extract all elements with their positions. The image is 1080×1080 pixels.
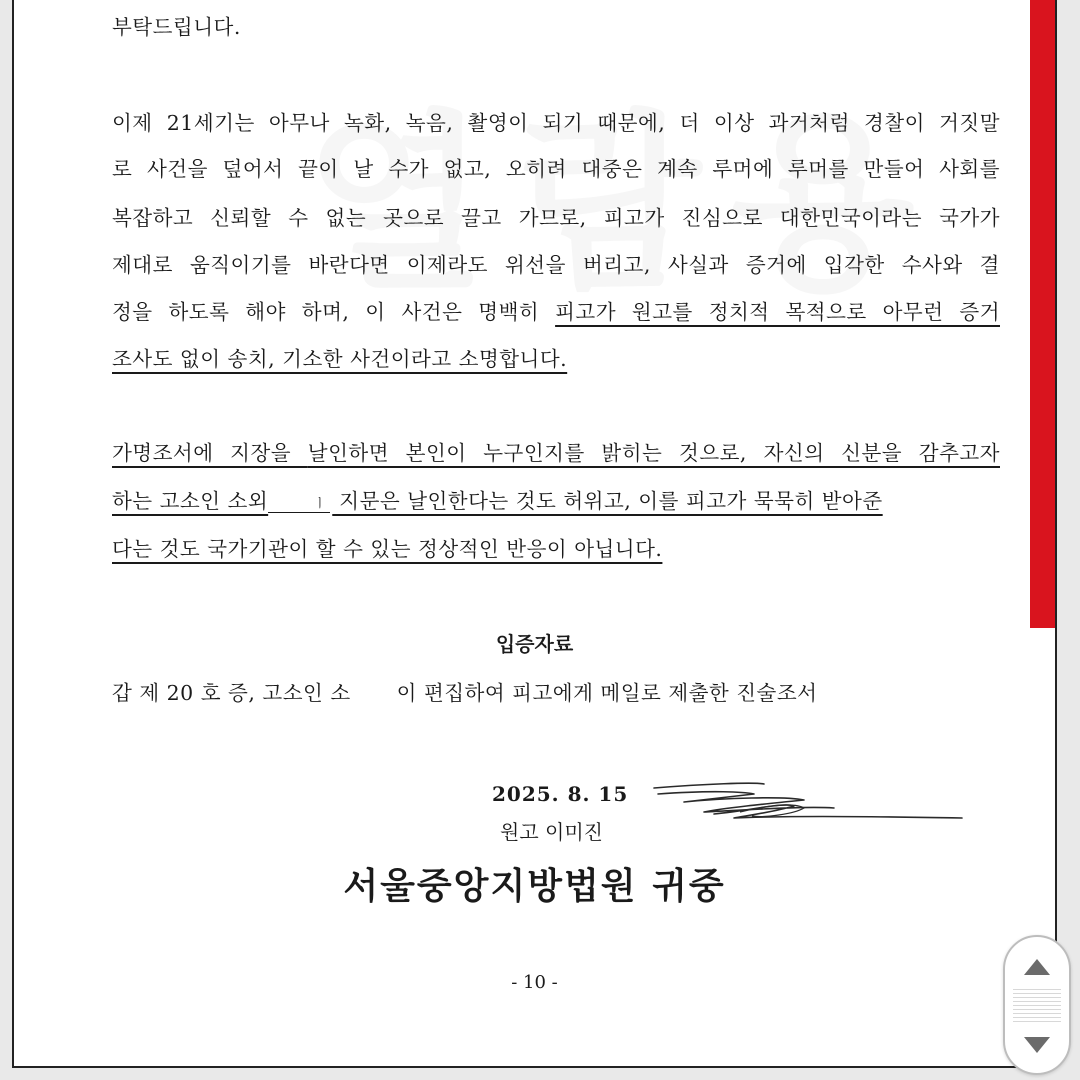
text-line (112, 106, 1000, 136)
underlined-text: 날인하면 본인이 누구인지를 밝히는 것으로, 자신의 신분을 감추고자 (307, 441, 1000, 465)
underlined-text: 지문은 날인한다는 것도 허위고, 이를 피고가 묵묵히 받아준 (332, 489, 883, 513)
handwritten-signature (644, 772, 974, 832)
watermark (304, 52, 945, 325)
underlined-text: 가명조서에 지장을 (112, 441, 308, 465)
document-date: 2025. 8. 15 (492, 782, 629, 806)
document-page (12, 0, 1057, 1068)
underlined-text: 조사도 없이 송치, 기소한 사건이라고 소명합니다. (112, 347, 568, 371)
text-line (112, 201, 1000, 231)
text-line (112, 436, 1000, 466)
text-span: 부탁드립니다. (112, 15, 241, 39)
text-span: 이제 21세기는 아무나 녹화, 녹음, 촬영이 되기 때문에, 더 이상 과거처럼 경찰이 거짓말 (112, 111, 1000, 135)
text-fragment: ㅣ (314, 496, 327, 510)
underlined-text: 하는 고소인 소외 (112, 489, 269, 513)
text-line (112, 152, 1000, 182)
court-name: 서울중앙지방법원 귀중 (343, 866, 726, 907)
scroll-grip[interactable] (1013, 989, 1061, 1023)
triangle-up-icon[interactable] (1024, 959, 1050, 975)
red-accent-bar (1030, 0, 1055, 628)
text-line (112, 342, 1000, 372)
text-line (112, 248, 1000, 278)
text-line (112, 10, 1000, 40)
text-span: 로 사건을 덮어서 끝이 날 수가 없고, 오히려 대중은 계속 루머에 루머를 만들어 사회를 (112, 157, 1000, 181)
text-span: 제대로 움직이기를 바란다면 이제라도 위선을 버리고, 사실과 증거에 입각한 수사와 결 (112, 253, 1000, 277)
text-line (112, 295, 1000, 325)
evidence-heading: 입증자료 (495, 632, 574, 656)
triangle-down-icon[interactable] (1024, 1037, 1050, 1053)
text-span: 복잡하고 신뢰할 수 없는 곳으로 끌고 가므로, 피고가 진심으로 대한민국이라는 국가가 (112, 206, 1000, 230)
text-line (112, 532, 1000, 562)
redaction-mark (351, 685, 397, 705)
text-span: 정을 하도록 해야 하며, 이 사건은 명백히 (112, 300, 556, 324)
underlined-text: 피고가 원고를 정치적 목적으로 아무런 증거 (555, 300, 1000, 324)
text-span: 갑 제 20 호 증, 고소인 소 (112, 681, 351, 705)
underlined-text: 다는 것도 국가기관이 할 수 있는 정상적인 반응이 아닙니다. (112, 537, 663, 561)
plaintiff-name: 원고 이미진 (500, 820, 603, 844)
text-line (112, 484, 1000, 514)
evidence-item (112, 676, 1000, 706)
text-span: 이 편집하여 피고에게 메일로 제출한 진술조서 (396, 681, 818, 705)
page-number: - 10 - (511, 972, 558, 993)
scroll-control[interactable] (1003, 935, 1071, 1075)
